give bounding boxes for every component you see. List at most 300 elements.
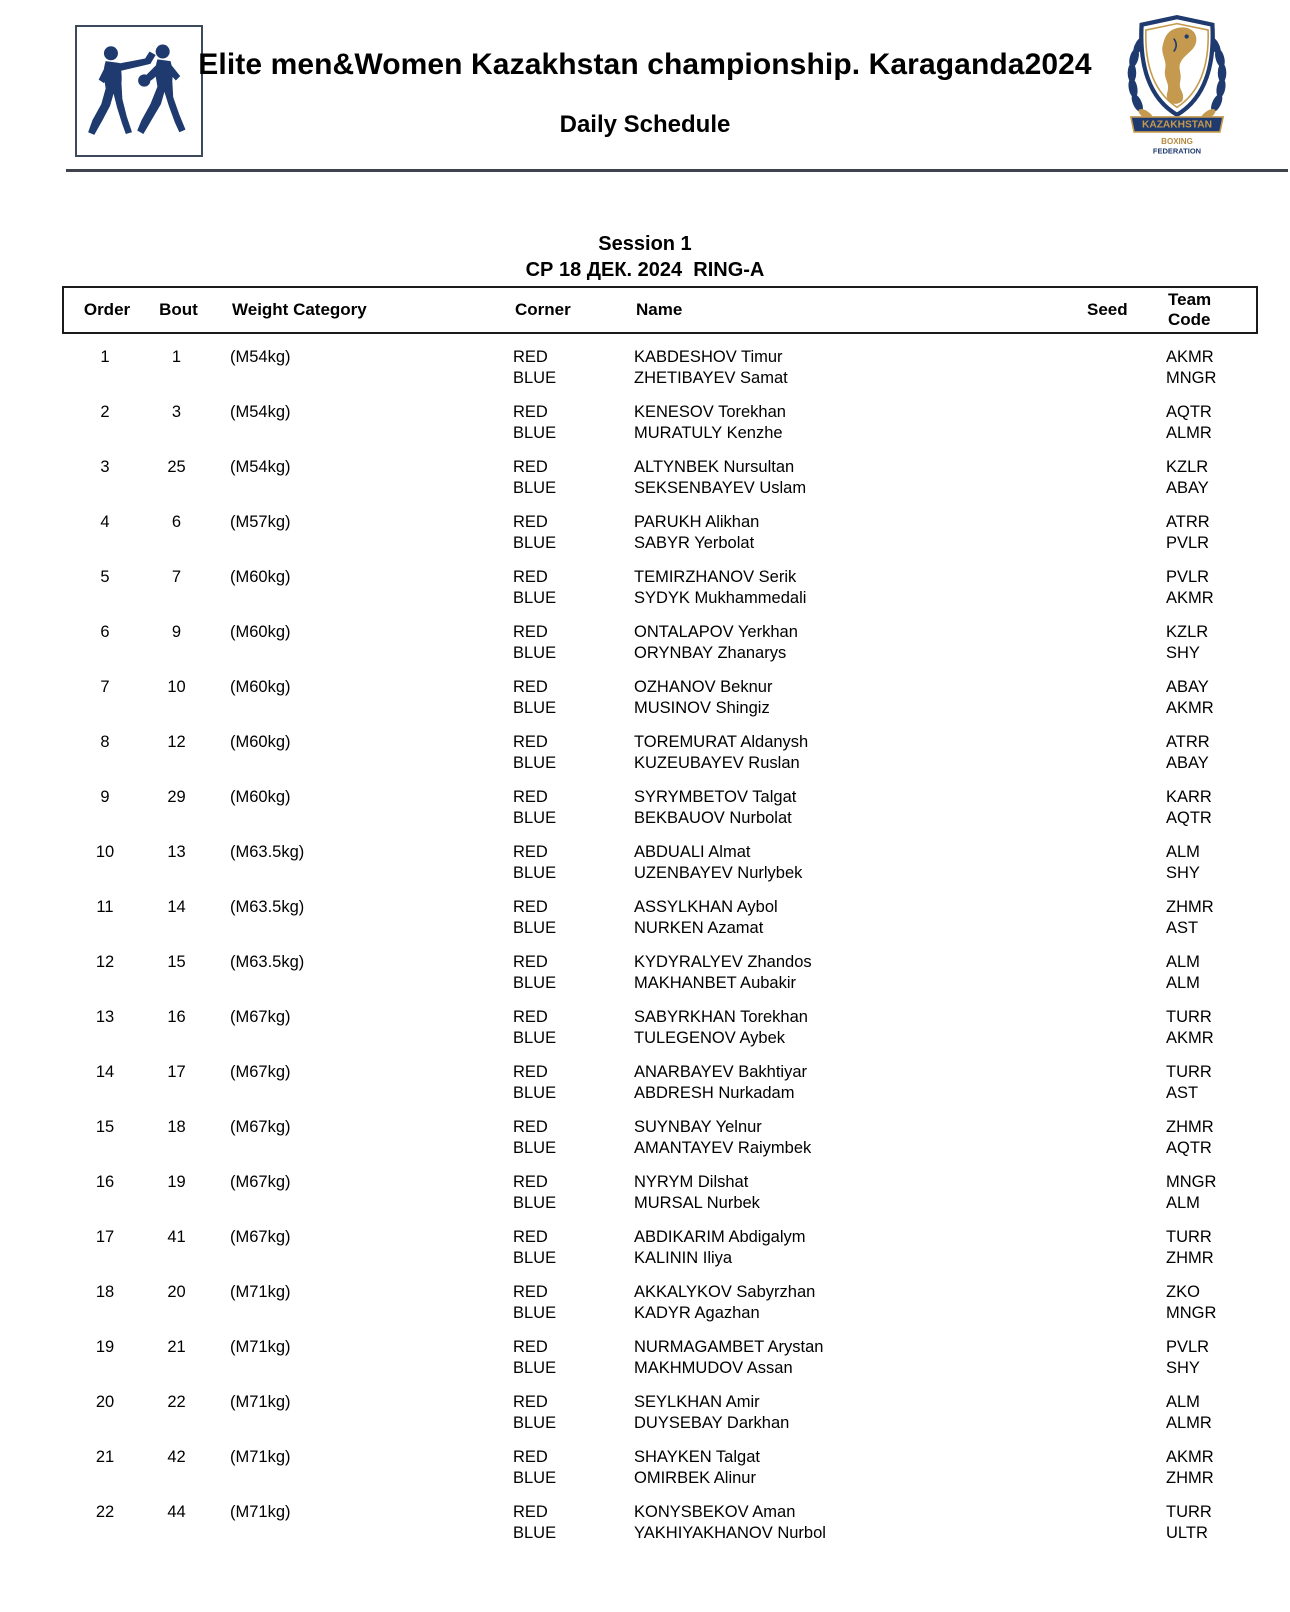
blue-team-code: SHY (1166, 864, 1200, 882)
bout-row (62, 1172, 1258, 1214)
red-corner-label: RED (513, 1283, 548, 1301)
order-cell: 15 (95, 1118, 115, 1136)
red-team-code: TURR (1166, 1228, 1212, 1246)
red-boxer-name: SYRYMBETOV Talgat (634, 788, 797, 806)
order-cell: 9 (100, 788, 110, 806)
weight-category-cell: (M54kg) (230, 458, 291, 476)
blue-boxer-name: MURSAL Nurbek (634, 1194, 760, 1212)
name-cell (630, 1447, 1085, 1489)
weight-category-cell: (M63.5kg) (230, 898, 305, 916)
bout-number-cell: 14 (167, 898, 186, 916)
blue-team-code: SHY (1166, 644, 1200, 662)
bout-number-cell: 16 (167, 1008, 186, 1026)
corner-cell (480, 1392, 630, 1434)
red-seed (1085, 457, 1150, 478)
blue-corner-label: BLUE (513, 1249, 557, 1267)
seed-cell (1085, 622, 1150, 664)
blue-seed (1085, 698, 1150, 719)
order-cell: 2 (100, 403, 110, 421)
federation-text-line1: BOXING (1161, 136, 1193, 146)
red-boxer-name: KABDESHOV Timur (634, 348, 783, 366)
red-seed (1085, 1117, 1150, 1138)
blue-boxer-name: AMANTAYEV Raiymbek (634, 1139, 812, 1157)
red-boxer-name: KONYSBEKOV Aman (634, 1503, 796, 1521)
name-cell (630, 842, 1085, 884)
red-team-code: PVLR (1166, 1338, 1210, 1356)
blue-seed (1085, 1193, 1150, 1214)
order-cell: 8 (100, 733, 110, 751)
blue-boxer-name: NURKEN Azamat (634, 919, 764, 937)
team-code-cell (1150, 1227, 1254, 1269)
bout-row (62, 897, 1258, 939)
red-seed (1085, 1447, 1150, 1468)
blue-seed (1085, 423, 1150, 444)
blue-seed (1085, 1523, 1150, 1544)
blue-corner-label: BLUE (513, 534, 557, 552)
red-seed (1085, 1392, 1150, 1413)
red-seed (1085, 512, 1150, 533)
red-seed (1085, 952, 1150, 973)
corner-cell (480, 1447, 630, 1489)
red-seed (1085, 842, 1150, 863)
blue-boxer-name: BEKBAUOV Nurbolat (634, 809, 792, 827)
order-cell: 4 (100, 513, 110, 531)
bout-number-cell: 18 (167, 1118, 186, 1136)
red-corner-label: RED (513, 1063, 548, 1081)
blue-corner-label: BLUE (513, 1139, 557, 1157)
blue-boxer-name: ABDRESH Nurkadam (634, 1084, 795, 1102)
team-code-cell (1150, 1117, 1254, 1159)
red-boxer-name: ABDUALI Almat (634, 843, 751, 861)
bout-row (62, 677, 1258, 719)
blue-corner-label: BLUE (513, 754, 557, 772)
red-team-code: ZHMR (1166, 1118, 1214, 1136)
bout-number-cell: 19 (167, 1173, 186, 1191)
name-cell (630, 567, 1085, 609)
blue-corner-label: BLUE (513, 699, 557, 717)
order-cell: 14 (95, 1063, 115, 1081)
red-boxer-name: NYRYM Dilshat (634, 1173, 749, 1191)
corner-cell (480, 1172, 630, 1214)
red-boxer-name: SHAYKEN Talgat (634, 1448, 760, 1466)
red-team-code: ALM (1166, 843, 1200, 861)
bout-number-cell: 42 (167, 1448, 186, 1466)
corner-cell (480, 787, 630, 829)
weight-category-cell: (M67kg) (230, 1118, 291, 1136)
bout-number-cell: 9 (171, 623, 182, 641)
name-cell (630, 787, 1085, 829)
blue-seed (1085, 368, 1150, 389)
corner-cell (480, 1282, 630, 1324)
order-cell: 5 (100, 568, 110, 586)
order-cell: 19 (95, 1338, 115, 1356)
order-cell: 6 (100, 623, 110, 641)
seed-cell (1085, 842, 1150, 884)
corner-cell (480, 402, 630, 444)
red-corner-label: RED (513, 1228, 548, 1246)
red-seed (1085, 1227, 1150, 1248)
blue-corner-label: BLUE (513, 1194, 557, 1212)
red-team-code: KZLR (1166, 458, 1209, 476)
red-boxer-name: ASSYLKHAN Aybol (634, 898, 778, 916)
corner-cell (480, 457, 630, 499)
blue-boxer-name: KUZEUBAYEV Ruslan (634, 754, 800, 772)
weight-category-cell: (M67kg) (230, 1173, 291, 1191)
red-corner-label: RED (513, 348, 548, 366)
header-divider (66, 169, 1288, 172)
order-cell: 17 (95, 1228, 115, 1246)
team-code-cell (1150, 512, 1254, 554)
blue-team-code: AQTR (1166, 809, 1212, 827)
team-code-cell (1150, 347, 1254, 389)
corner-cell (480, 567, 630, 609)
col-header-name: Name (636, 300, 683, 319)
red-corner-label: RED (513, 568, 548, 586)
red-team-code: TURR (1166, 1008, 1212, 1026)
blue-boxer-name: SEKSENBAYEV Uslam (634, 479, 807, 497)
blue-seed (1085, 1468, 1150, 1489)
session-heading (0, 231, 1290, 283)
weight-category-cell: (M60kg) (230, 678, 291, 696)
red-corner-label: RED (513, 458, 548, 476)
seed-cell (1085, 732, 1150, 774)
red-boxer-name: PARUKH Alikhan (634, 513, 760, 531)
red-team-code: AKMR (1166, 348, 1214, 366)
blue-team-code: ABAY (1166, 754, 1209, 772)
red-seed (1085, 1172, 1150, 1193)
bout-row (62, 1282, 1258, 1324)
seed-cell (1085, 1227, 1150, 1269)
blue-boxer-name: ORYNBAY Zhanarys (634, 644, 787, 662)
blue-team-code: MNGR (1166, 369, 1217, 387)
blue-corner-label: BLUE (513, 864, 557, 882)
blue-boxer-name: DUYSEBAY Darkhan (634, 1414, 790, 1432)
order-cell: 13 (95, 1008, 115, 1026)
order-cell: 1 (100, 348, 110, 366)
weight-category-cell: (M60kg) (230, 568, 291, 586)
team-code-cell (1150, 1392, 1254, 1434)
order-cell: 18 (95, 1283, 115, 1301)
corner-cell (480, 952, 630, 994)
weight-category-cell: (M60kg) (230, 733, 291, 751)
name-cell (630, 1282, 1085, 1324)
bout-number-cell: 21 (167, 1338, 186, 1356)
seed-cell (1085, 457, 1150, 499)
schedule-body (62, 347, 1258, 1557)
red-corner-label: RED (513, 788, 548, 806)
name-cell (630, 677, 1085, 719)
seed-cell (1085, 402, 1150, 444)
name-cell (630, 952, 1085, 994)
corner-cell (480, 842, 630, 884)
red-team-code: PVLR (1166, 568, 1210, 586)
bout-row (62, 952, 1258, 994)
team-code-cell (1150, 1337, 1254, 1379)
red-seed (1085, 1337, 1150, 1358)
team-code-cell (1150, 677, 1254, 719)
name-cell (630, 1062, 1085, 1104)
blue-seed (1085, 588, 1150, 609)
seed-cell (1085, 347, 1150, 389)
col-header-weight: Weight Category (232, 300, 367, 319)
bout-number-cell: 25 (167, 458, 186, 476)
seed-cell (1085, 1172, 1150, 1214)
order-cell: 3 (100, 458, 110, 476)
bout-row (62, 1392, 1258, 1434)
blue-seed (1085, 1138, 1150, 1159)
blue-corner-label: BLUE (513, 424, 557, 442)
corner-cell (480, 1117, 630, 1159)
bout-number-cell: 41 (167, 1228, 186, 1246)
red-boxer-name: SUYNBAY Yelnur (634, 1118, 762, 1136)
bout-row (62, 1117, 1258, 1159)
session-date-ring: СР 18 ДЕК. 2024 RING-A (525, 259, 765, 281)
bout-row (62, 622, 1258, 664)
blue-corner-label: BLUE (513, 1029, 557, 1047)
order-cell: 21 (95, 1448, 115, 1466)
team-code-cell (1150, 622, 1254, 664)
seed-cell (1085, 512, 1150, 554)
seed-cell (1085, 677, 1150, 719)
blue-team-code: PVLR (1166, 534, 1210, 552)
seed-cell (1085, 952, 1150, 994)
red-team-code: ALM (1166, 1393, 1200, 1411)
bout-number-cell: 44 (167, 1503, 186, 1521)
red-boxer-name: SABYRKHAN Torekhan (634, 1008, 808, 1026)
col-header-bout: Bout (159, 300, 198, 319)
corner-cell (480, 622, 630, 664)
corner-cell (480, 347, 630, 389)
bout-row (62, 1007, 1258, 1049)
blue-team-code: ALMR (1166, 1414, 1212, 1432)
red-corner-label: RED (513, 733, 548, 751)
corner-cell (480, 1062, 630, 1104)
name-cell (630, 622, 1085, 664)
team-code-cell (1150, 842, 1254, 884)
red-boxer-name: TOREMURAT Aldanysh (634, 733, 809, 751)
seed-cell (1085, 567, 1150, 609)
team-code-cell (1150, 1007, 1254, 1049)
name-cell (630, 402, 1085, 444)
bout-row (62, 512, 1258, 554)
blue-boxer-name: TULEGENOV Aybek (634, 1029, 786, 1047)
weight-category-cell: (M71kg) (230, 1393, 291, 1411)
red-team-code: ZHMR (1166, 898, 1214, 916)
weight-category-cell: (M71kg) (230, 1503, 291, 1521)
seed-cell (1085, 1007, 1150, 1049)
order-cell: 20 (95, 1393, 115, 1411)
blue-seed (1085, 973, 1150, 994)
red-boxer-name: OZHANOV Beknur (634, 678, 773, 696)
blue-corner-label: BLUE (513, 589, 557, 607)
order-cell: 12 (95, 953, 115, 971)
blue-boxer-name: OMIRBEK Alinur (634, 1469, 756, 1487)
red-seed (1085, 402, 1150, 423)
blue-corner-label: BLUE (513, 1359, 557, 1377)
blue-seed (1085, 918, 1150, 939)
red-seed (1085, 1062, 1150, 1083)
schedule-table-header (62, 286, 1258, 334)
blue-boxer-name: MUSINOV Shingiz (634, 699, 770, 717)
red-team-code: KARR (1166, 788, 1212, 806)
red-seed (1085, 1282, 1150, 1303)
bout-row (62, 347, 1258, 389)
team-code-cell (1150, 457, 1254, 499)
name-cell (630, 897, 1085, 939)
weight-category-cell: (M67kg) (230, 1063, 291, 1081)
bout-row (62, 1062, 1258, 1104)
team-code-cell (1150, 567, 1254, 609)
seed-cell (1085, 1447, 1150, 1489)
weight-category-cell: (M71kg) (230, 1283, 291, 1301)
team-code-cell (1150, 952, 1254, 994)
red-corner-label: RED (513, 1393, 548, 1411)
seed-cell (1085, 787, 1150, 829)
blue-corner-label: BLUE (513, 1304, 557, 1322)
red-corner-label: RED (513, 623, 548, 641)
bout-row (62, 402, 1258, 444)
bout-row (62, 1227, 1258, 1269)
blue-team-code: AST (1166, 1084, 1199, 1102)
team-code-cell (1150, 787, 1254, 829)
order-cell: 11 (96, 898, 114, 916)
red-seed (1085, 897, 1150, 918)
weight-category-cell: (M71kg) (230, 1338, 291, 1356)
red-team-code: TURR (1166, 1503, 1212, 1521)
bout-number-cell: 13 (167, 843, 186, 861)
blue-boxer-name: MAKHMUDOV Assan (634, 1359, 793, 1377)
blue-boxer-name: YAKHIYAKHANOV Nurbol (634, 1524, 826, 1542)
bout-number-cell: 7 (171, 568, 182, 586)
team-code-cell (1150, 1282, 1254, 1324)
blue-seed (1085, 808, 1150, 829)
red-team-code: MNGR (1166, 1173, 1217, 1191)
team-code-cell (1150, 897, 1254, 939)
bout-row (62, 567, 1258, 609)
team-code-cell (1150, 1172, 1254, 1214)
red-boxer-name: ALTYNBEK Nursultan (634, 458, 795, 476)
name-cell (630, 1502, 1085, 1544)
blue-boxer-name: KALININ Iliya (634, 1249, 733, 1267)
seed-cell (1085, 1502, 1150, 1544)
corner-cell (480, 677, 630, 719)
blue-boxer-name: MURATULY Kenzhe (634, 424, 783, 442)
order-cell: 7 (100, 678, 110, 696)
red-corner-label: RED (513, 898, 548, 916)
name-cell (630, 347, 1085, 389)
blue-seed (1085, 1358, 1150, 1379)
bout-row (62, 787, 1258, 829)
blue-team-code: AKMR (1166, 699, 1214, 717)
corner-cell (480, 897, 630, 939)
blue-team-code: AST (1166, 919, 1199, 937)
red-seed (1085, 1502, 1150, 1523)
bout-number-cell: 6 (171, 513, 182, 531)
blue-corner-label: BLUE (513, 919, 557, 937)
red-team-code: ATRR (1166, 513, 1210, 531)
weight-category-cell: (M63.5kg) (230, 843, 305, 861)
blue-boxer-name: MAKHANBET Aubakir (634, 974, 797, 992)
blue-boxer-name: SABYR Yerbolat (634, 534, 755, 552)
name-cell (630, 1392, 1085, 1434)
session-title: Session 1 (598, 233, 692, 255)
red-boxer-name: ONTALAPOV Yerkhan (634, 623, 798, 641)
name-cell (630, 1007, 1085, 1049)
team-code-cell (1150, 732, 1254, 774)
blue-boxer-name: KADYR Agazhan (634, 1304, 760, 1322)
corner-cell (480, 512, 630, 554)
red-corner-label: RED (513, 1008, 548, 1026)
team-code-cell (1150, 1502, 1254, 1544)
bout-row (62, 1502, 1258, 1544)
blue-seed (1085, 1303, 1150, 1324)
weight-category-cell: (M71kg) (230, 1448, 291, 1466)
red-corner-label: RED (513, 1338, 548, 1356)
red-corner-label: RED (513, 1173, 548, 1191)
blue-team-code: AQTR (1166, 1139, 1212, 1157)
red-team-code: TURR (1166, 1063, 1212, 1081)
col-header-seed: Seed (1087, 300, 1128, 319)
bout-number-cell: 1 (171, 348, 182, 366)
order-cell: 10 (95, 843, 115, 861)
red-seed (1085, 622, 1150, 643)
bout-row (62, 457, 1258, 499)
blue-seed (1085, 1028, 1150, 1049)
weight-category-cell: (M67kg) (230, 1008, 291, 1026)
weight-category-cell: (M63.5kg) (230, 953, 305, 971)
team-code-cell (1150, 1447, 1254, 1489)
bout-row (62, 1447, 1258, 1489)
blue-boxer-name: ZHETIBAYEV Samat (634, 369, 788, 387)
blue-seed (1085, 863, 1150, 884)
red-corner-label: RED (513, 513, 548, 531)
blue-corner-label: BLUE (513, 1084, 557, 1102)
name-cell (630, 1117, 1085, 1159)
bout-row (62, 1337, 1258, 1379)
red-boxer-name: NURMAGAMBET Arystan (634, 1338, 824, 1356)
corner-cell (480, 1227, 630, 1269)
name-cell (630, 457, 1085, 499)
red-boxer-name: ANARBAYEV Bakhtiyar (634, 1063, 808, 1081)
corner-cell (480, 1502, 630, 1544)
weight-category-cell: (M57kg) (230, 513, 291, 531)
blue-team-code: AKMR (1166, 589, 1214, 607)
red-corner-label: RED (513, 1448, 548, 1466)
red-corner-label: RED (513, 678, 548, 696)
red-seed (1085, 347, 1150, 368)
page-subtitle: Daily Schedule (559, 111, 731, 138)
blue-team-code: MNGR (1166, 1304, 1217, 1322)
blue-team-code: ALMR (1166, 424, 1212, 442)
blue-team-code: ABAY (1166, 479, 1209, 497)
blue-boxer-name: SYDYK Mukhammedali (634, 589, 807, 607)
blue-team-code: ALM (1166, 974, 1200, 992)
blue-seed (1085, 533, 1150, 554)
red-corner-label: RED (513, 1118, 548, 1136)
red-team-code: ABAY (1166, 678, 1209, 696)
seed-cell (1085, 1282, 1150, 1324)
weight-category-cell: (M60kg) (230, 623, 291, 641)
name-cell (630, 1172, 1085, 1214)
corner-cell (480, 1007, 630, 1049)
red-team-code: ALM (1166, 953, 1200, 971)
red-boxer-name: AKKALYKOV Sabyrzhan (634, 1283, 816, 1301)
red-team-code: AQTR (1166, 403, 1212, 421)
seed-cell (1085, 1392, 1150, 1434)
blue-boxer-name: UZENBAYEV Nurlybek (634, 864, 803, 882)
weight-category-cell: (M54kg) (230, 348, 291, 366)
weight-category-cell: (M60kg) (230, 788, 291, 806)
